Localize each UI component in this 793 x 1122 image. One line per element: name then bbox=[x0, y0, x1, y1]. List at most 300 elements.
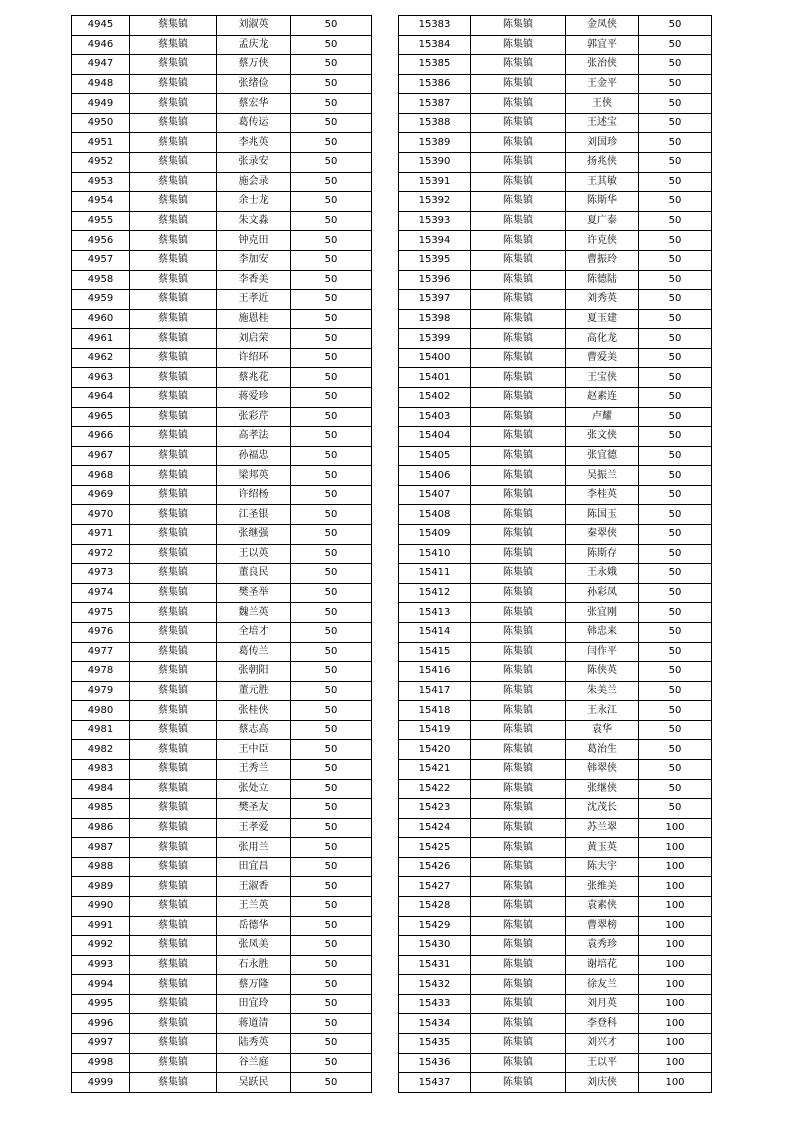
town-cell: 陈集镇 bbox=[471, 818, 566, 838]
name-cell: 陈斯存 bbox=[566, 544, 639, 564]
table-row bbox=[399, 564, 712, 584]
table-row bbox=[72, 818, 372, 838]
table-row bbox=[399, 838, 712, 858]
town-cell: 陈集镇 bbox=[471, 1034, 566, 1054]
amount-cell: 50 bbox=[291, 799, 372, 819]
id-cell: 15397 bbox=[399, 290, 471, 310]
name-cell: 张绪俭 bbox=[217, 74, 291, 94]
town-cell: 陈集镇 bbox=[471, 1014, 566, 1034]
amount-cell: 50 bbox=[291, 916, 372, 936]
id-cell: 15399 bbox=[399, 329, 471, 349]
id-cell: 4958 bbox=[72, 270, 130, 290]
id-cell: 4948 bbox=[72, 74, 130, 94]
town-cell: 蔡集镇 bbox=[130, 348, 217, 368]
town-cell: 蔡集镇 bbox=[130, 544, 217, 564]
id-cell: 4961 bbox=[72, 329, 130, 349]
table-row bbox=[72, 192, 372, 212]
amount-cell: 50 bbox=[291, 857, 372, 877]
name-cell: 葛治生 bbox=[566, 740, 639, 760]
id-cell: 4949 bbox=[72, 94, 130, 114]
id-cell: 4964 bbox=[72, 387, 130, 407]
town-cell: 蔡集镇 bbox=[130, 446, 217, 466]
id-cell: 15391 bbox=[399, 172, 471, 192]
id-cell: 15389 bbox=[399, 133, 471, 153]
table-row bbox=[72, 74, 372, 94]
town-cell: 蔡集镇 bbox=[130, 525, 217, 545]
id-cell: 15417 bbox=[399, 681, 471, 701]
name-cell: 孙福忠 bbox=[217, 446, 291, 466]
name-cell: 董良民 bbox=[217, 564, 291, 584]
amount-cell: 50 bbox=[291, 1014, 372, 1034]
name-cell: 樊圣友 bbox=[217, 799, 291, 819]
town-cell: 蔡集镇 bbox=[130, 329, 217, 349]
town-cell: 蔡集镇 bbox=[130, 740, 217, 760]
town-cell: 陈集镇 bbox=[471, 936, 566, 956]
name-cell: 扬兆侠 bbox=[566, 153, 639, 173]
name-cell: 王以平 bbox=[566, 1053, 639, 1073]
name-cell: 张继侠 bbox=[566, 779, 639, 799]
town-cell: 陈集镇 bbox=[471, 544, 566, 564]
table-row bbox=[72, 1034, 372, 1054]
id-cell: 15435 bbox=[399, 1034, 471, 1054]
id-cell: 15414 bbox=[399, 622, 471, 642]
town-cell: 蔡集镇 bbox=[130, 857, 217, 877]
id-cell: 4968 bbox=[72, 466, 130, 486]
amount-cell: 50 bbox=[639, 270, 712, 290]
name-cell: 石永胜 bbox=[217, 955, 291, 975]
table-row bbox=[399, 153, 712, 173]
id-cell: 4977 bbox=[72, 642, 130, 662]
table-row bbox=[399, 916, 712, 936]
table-row bbox=[72, 329, 372, 349]
town-cell: 陈集镇 bbox=[471, 525, 566, 545]
town-cell: 陈集镇 bbox=[471, 759, 566, 779]
name-cell: 葛传兰 bbox=[217, 642, 291, 662]
name-cell: 金凤侠 bbox=[566, 16, 639, 36]
name-cell: 秦翠侠 bbox=[566, 525, 639, 545]
town-cell: 陈集镇 bbox=[471, 897, 566, 917]
name-cell: 曹振玲 bbox=[566, 250, 639, 270]
town-cell: 陈集镇 bbox=[471, 994, 566, 1014]
town-cell: 陈集镇 bbox=[471, 348, 566, 368]
name-cell: 刘月英 bbox=[566, 994, 639, 1014]
table-row bbox=[399, 877, 712, 897]
table-row bbox=[399, 681, 712, 701]
amount-cell: 50 bbox=[639, 779, 712, 799]
town-cell: 陈集镇 bbox=[471, 622, 566, 642]
town-cell: 陈集镇 bbox=[471, 133, 566, 153]
table-row bbox=[399, 662, 712, 682]
town-cell: 蔡集镇 bbox=[130, 799, 217, 819]
name-cell: 王永娥 bbox=[566, 564, 639, 584]
id-cell: 15418 bbox=[399, 701, 471, 721]
name-cell: 孟庆龙 bbox=[217, 35, 291, 55]
name-cell: 张录安 bbox=[217, 153, 291, 173]
id-cell: 4969 bbox=[72, 485, 130, 505]
table-row bbox=[72, 231, 372, 251]
town-cell: 陈集镇 bbox=[471, 877, 566, 897]
town-cell: 蔡集镇 bbox=[130, 955, 217, 975]
town-cell: 蔡集镇 bbox=[130, 1014, 217, 1034]
table-row bbox=[72, 897, 372, 917]
name-cell: 张处立 bbox=[217, 779, 291, 799]
table-row bbox=[399, 857, 712, 877]
amount-cell: 50 bbox=[291, 211, 372, 231]
name-cell: 陆秀英 bbox=[217, 1034, 291, 1054]
amount-cell: 50 bbox=[291, 681, 372, 701]
town-cell: 蔡集镇 bbox=[130, 35, 217, 55]
amount-cell: 50 bbox=[639, 544, 712, 564]
id-cell: 15416 bbox=[399, 662, 471, 682]
amount-cell: 50 bbox=[639, 309, 712, 329]
amount-cell: 50 bbox=[291, 759, 372, 779]
town-cell: 蔡集镇 bbox=[130, 583, 217, 603]
table-row bbox=[72, 446, 372, 466]
amount-cell: 50 bbox=[639, 74, 712, 94]
id-cell: 4951 bbox=[72, 133, 130, 153]
id-cell: 4996 bbox=[72, 1014, 130, 1034]
table-row bbox=[72, 1053, 372, 1073]
town-cell: 蔡集镇 bbox=[130, 55, 217, 75]
table-row bbox=[399, 642, 712, 662]
id-cell: 15398 bbox=[399, 309, 471, 329]
name-cell: 魏兰英 bbox=[217, 603, 291, 623]
table-row bbox=[72, 838, 372, 858]
amount-cell: 100 bbox=[639, 994, 712, 1014]
town-cell: 蔡集镇 bbox=[130, 74, 217, 94]
town-cell: 蔡集镇 bbox=[130, 642, 217, 662]
town-cell: 蔡集镇 bbox=[130, 1034, 217, 1054]
id-cell: 15402 bbox=[399, 387, 471, 407]
table-row bbox=[399, 290, 712, 310]
id-cell: 15413 bbox=[399, 603, 471, 623]
town-cell: 蔡集镇 bbox=[130, 681, 217, 701]
name-cell: 张桂侠 bbox=[217, 701, 291, 721]
amount-cell: 50 bbox=[291, 446, 372, 466]
name-cell: 郭宜平 bbox=[566, 35, 639, 55]
amount-cell: 50 bbox=[639, 720, 712, 740]
name-cell: 王金平 bbox=[566, 74, 639, 94]
amount-cell: 50 bbox=[291, 544, 372, 564]
name-cell: 刘启荣 bbox=[217, 329, 291, 349]
table-row bbox=[72, 955, 372, 975]
name-cell: 蔡志高 bbox=[217, 720, 291, 740]
id-cell: 15411 bbox=[399, 564, 471, 584]
id-cell: 4954 bbox=[72, 192, 130, 212]
table-row bbox=[72, 564, 372, 584]
town-cell: 陈集镇 bbox=[471, 211, 566, 231]
id-cell: 15421 bbox=[399, 759, 471, 779]
name-cell: 王宝侠 bbox=[566, 368, 639, 388]
name-cell: 朱美兰 bbox=[566, 681, 639, 701]
table-row bbox=[399, 583, 712, 603]
town-cell: 陈集镇 bbox=[471, 466, 566, 486]
name-cell: 袁素侠 bbox=[566, 897, 639, 917]
town-cell: 陈集镇 bbox=[471, 270, 566, 290]
town-cell: 陈集镇 bbox=[471, 446, 566, 466]
right-table-body bbox=[399, 16, 712, 1093]
amount-cell: 50 bbox=[639, 133, 712, 153]
town-cell: 蔡集镇 bbox=[130, 622, 217, 642]
amount-cell: 50 bbox=[639, 407, 712, 427]
amount-cell: 50 bbox=[291, 55, 372, 75]
amount-cell: 50 bbox=[639, 35, 712, 55]
id-cell: 15434 bbox=[399, 1014, 471, 1034]
name-cell: 许绍杨 bbox=[217, 485, 291, 505]
name-cell: 王以英 bbox=[217, 544, 291, 564]
town-cell: 陈集镇 bbox=[471, 740, 566, 760]
amount-cell: 50 bbox=[291, 290, 372, 310]
name-cell: 李桂英 bbox=[566, 485, 639, 505]
id-cell: 15409 bbox=[399, 525, 471, 545]
town-cell: 蔡集镇 bbox=[130, 427, 217, 447]
amount-cell: 50 bbox=[291, 1034, 372, 1054]
id-cell: 15407 bbox=[399, 485, 471, 505]
amount-cell: 50 bbox=[291, 818, 372, 838]
amount-cell: 50 bbox=[639, 740, 712, 760]
id-cell: 4966 bbox=[72, 427, 130, 447]
name-cell: 高孝法 bbox=[217, 427, 291, 447]
table-row bbox=[72, 642, 372, 662]
table-row bbox=[399, 505, 712, 525]
table-row bbox=[399, 818, 712, 838]
amount-cell: 50 bbox=[639, 153, 712, 173]
table-row bbox=[399, 329, 712, 349]
name-cell: 蔡兆花 bbox=[217, 368, 291, 388]
id-cell: 15428 bbox=[399, 897, 471, 917]
town-cell: 蔡集镇 bbox=[130, 387, 217, 407]
amount-cell: 50 bbox=[639, 55, 712, 75]
table-row bbox=[399, 94, 712, 114]
table-row bbox=[72, 799, 372, 819]
table-row bbox=[399, 55, 712, 75]
table-row bbox=[72, 16, 372, 36]
amount-cell: 100 bbox=[639, 1014, 712, 1034]
table-row bbox=[72, 936, 372, 956]
amount-cell: 50 bbox=[291, 133, 372, 153]
name-cell: 袁华 bbox=[566, 720, 639, 740]
name-cell: 高化龙 bbox=[566, 329, 639, 349]
name-cell: 夏广泰 bbox=[566, 211, 639, 231]
amount-cell: 50 bbox=[291, 192, 372, 212]
id-cell: 4992 bbox=[72, 936, 130, 956]
amount-cell: 50 bbox=[291, 231, 372, 251]
id-cell: 4963 bbox=[72, 368, 130, 388]
town-cell: 蔡集镇 bbox=[130, 94, 217, 114]
name-cell: 许克侠 bbox=[566, 231, 639, 251]
amount-cell: 50 bbox=[639, 290, 712, 310]
id-cell: 15412 bbox=[399, 583, 471, 603]
name-cell: 韩翠侠 bbox=[566, 759, 639, 779]
name-cell: 张用兰 bbox=[217, 838, 291, 858]
amount-cell: 50 bbox=[291, 603, 372, 623]
amount-cell: 50 bbox=[291, 270, 372, 290]
id-cell: 4950 bbox=[72, 113, 130, 133]
town-cell: 陈集镇 bbox=[471, 799, 566, 819]
table-row bbox=[72, 916, 372, 936]
id-cell: 15404 bbox=[399, 427, 471, 447]
amount-cell: 100 bbox=[639, 838, 712, 858]
amount-cell: 50 bbox=[291, 309, 372, 329]
amount-cell: 50 bbox=[291, 16, 372, 36]
table-row bbox=[399, 387, 712, 407]
table-row bbox=[72, 544, 372, 564]
id-cell: 15387 bbox=[399, 94, 471, 114]
id-cell: 4946 bbox=[72, 35, 130, 55]
town-cell: 陈集镇 bbox=[471, 955, 566, 975]
name-cell: 苏兰翠 bbox=[566, 818, 639, 838]
table-row bbox=[72, 662, 372, 682]
id-cell: 4987 bbox=[72, 838, 130, 858]
table-row bbox=[399, 720, 712, 740]
amount-cell: 50 bbox=[291, 877, 372, 897]
id-cell: 4959 bbox=[72, 290, 130, 310]
town-cell: 陈集镇 bbox=[471, 74, 566, 94]
id-cell: 4986 bbox=[72, 818, 130, 838]
name-cell: 张凤美 bbox=[217, 936, 291, 956]
table-row bbox=[399, 348, 712, 368]
name-cell: 陈斯华 bbox=[566, 192, 639, 212]
id-cell: 15410 bbox=[399, 544, 471, 564]
town-cell: 蔡集镇 bbox=[130, 16, 217, 36]
town-cell: 蔡集镇 bbox=[130, 994, 217, 1014]
town-cell: 蔡集镇 bbox=[130, 838, 217, 858]
name-cell: 韩忠来 bbox=[566, 622, 639, 642]
amount-cell: 50 bbox=[291, 897, 372, 917]
id-cell: 4985 bbox=[72, 799, 130, 819]
amount-cell: 50 bbox=[291, 505, 372, 525]
table-row bbox=[72, 290, 372, 310]
table-row bbox=[399, 1073, 712, 1093]
id-cell: 15392 bbox=[399, 192, 471, 212]
table-row bbox=[72, 172, 372, 192]
amount-cell: 100 bbox=[639, 975, 712, 995]
amount-cell: 50 bbox=[291, 94, 372, 114]
id-cell: 4957 bbox=[72, 250, 130, 270]
town-cell: 蔡集镇 bbox=[130, 662, 217, 682]
id-cell: 15433 bbox=[399, 994, 471, 1014]
amount-cell: 50 bbox=[291, 1053, 372, 1073]
name-cell: 张宜德 bbox=[566, 446, 639, 466]
amount-cell: 50 bbox=[639, 172, 712, 192]
id-cell: 15401 bbox=[399, 368, 471, 388]
town-cell: 蔡集镇 bbox=[130, 877, 217, 897]
town-cell: 蔡集镇 bbox=[130, 720, 217, 740]
name-cell: 陈国玉 bbox=[566, 505, 639, 525]
id-cell: 4947 bbox=[72, 55, 130, 75]
table-row bbox=[399, 466, 712, 486]
table-row bbox=[399, 35, 712, 55]
amount-cell: 50 bbox=[639, 250, 712, 270]
amount-cell: 100 bbox=[639, 857, 712, 877]
name-cell: 梁邦英 bbox=[217, 466, 291, 486]
amount-cell: 50 bbox=[291, 838, 372, 858]
id-cell: 15393 bbox=[399, 211, 471, 231]
town-cell: 蔡集镇 bbox=[130, 250, 217, 270]
table-row bbox=[72, 583, 372, 603]
amount-cell: 50 bbox=[639, 505, 712, 525]
name-cell: 陈夫宇 bbox=[566, 857, 639, 877]
table-row bbox=[72, 1014, 372, 1034]
amount-cell: 50 bbox=[291, 936, 372, 956]
town-cell: 蔡集镇 bbox=[130, 231, 217, 251]
table-row bbox=[72, 133, 372, 153]
table-row bbox=[72, 779, 372, 799]
town-cell: 陈集镇 bbox=[471, 720, 566, 740]
amount-cell: 50 bbox=[639, 583, 712, 603]
id-cell: 4993 bbox=[72, 955, 130, 975]
town-cell: 陈集镇 bbox=[471, 916, 566, 936]
id-cell: 4998 bbox=[72, 1053, 130, 1073]
amount-cell: 50 bbox=[639, 759, 712, 779]
id-cell: 4973 bbox=[72, 564, 130, 584]
id-cell: 15383 bbox=[399, 16, 471, 36]
table-row bbox=[399, 779, 712, 799]
amount-cell: 50 bbox=[639, 94, 712, 114]
amount-cell: 50 bbox=[291, 35, 372, 55]
id-cell: 4974 bbox=[72, 583, 130, 603]
table-row bbox=[72, 485, 372, 505]
name-cell: 王兰英 bbox=[217, 897, 291, 917]
id-cell: 4956 bbox=[72, 231, 130, 251]
amount-cell: 100 bbox=[639, 877, 712, 897]
name-cell: 张维美 bbox=[566, 877, 639, 897]
table-row bbox=[72, 211, 372, 231]
id-cell: 15427 bbox=[399, 877, 471, 897]
name-cell: 卢耀 bbox=[566, 407, 639, 427]
table-row bbox=[72, 505, 372, 525]
name-cell: 江圣银 bbox=[217, 505, 291, 525]
table-row bbox=[399, 74, 712, 94]
amount-cell: 50 bbox=[291, 485, 372, 505]
town-cell: 陈集镇 bbox=[471, 368, 566, 388]
id-cell: 15395 bbox=[399, 250, 471, 270]
amount-cell: 50 bbox=[291, 642, 372, 662]
amount-cell: 50 bbox=[291, 368, 372, 388]
table-row bbox=[399, 1034, 712, 1054]
id-cell: 15431 bbox=[399, 955, 471, 975]
name-cell: 黄玉英 bbox=[566, 838, 639, 858]
amount-cell: 50 bbox=[291, 466, 372, 486]
town-cell: 蔡集镇 bbox=[130, 975, 217, 995]
table-row bbox=[72, 740, 372, 760]
town-cell: 蔡集镇 bbox=[130, 505, 217, 525]
town-cell: 陈集镇 bbox=[471, 329, 566, 349]
name-cell: 蒋道清 bbox=[217, 1014, 291, 1034]
amount-cell: 50 bbox=[639, 622, 712, 642]
id-cell: 15385 bbox=[399, 55, 471, 75]
name-cell: 徐友兰 bbox=[566, 975, 639, 995]
id-cell: 4945 bbox=[72, 16, 130, 36]
town-cell: 陈集镇 bbox=[471, 701, 566, 721]
town-cell: 蔡集镇 bbox=[130, 701, 217, 721]
id-cell: 15408 bbox=[399, 505, 471, 525]
name-cell: 王孝爱 bbox=[217, 818, 291, 838]
table-row bbox=[72, 153, 372, 173]
town-cell: 蔡集镇 bbox=[130, 133, 217, 153]
town-cell: 蔡集镇 bbox=[130, 916, 217, 936]
amount-cell: 50 bbox=[639, 603, 712, 623]
name-cell: 王述宝 bbox=[566, 113, 639, 133]
table-row bbox=[72, 701, 372, 721]
table-row bbox=[72, 368, 372, 388]
amount-cell: 50 bbox=[291, 1073, 372, 1093]
table-row bbox=[399, 368, 712, 388]
amount-cell: 100 bbox=[639, 916, 712, 936]
name-cell: 樊圣举 bbox=[217, 583, 291, 603]
id-cell: 4960 bbox=[72, 309, 130, 329]
id-cell: 4955 bbox=[72, 211, 130, 231]
